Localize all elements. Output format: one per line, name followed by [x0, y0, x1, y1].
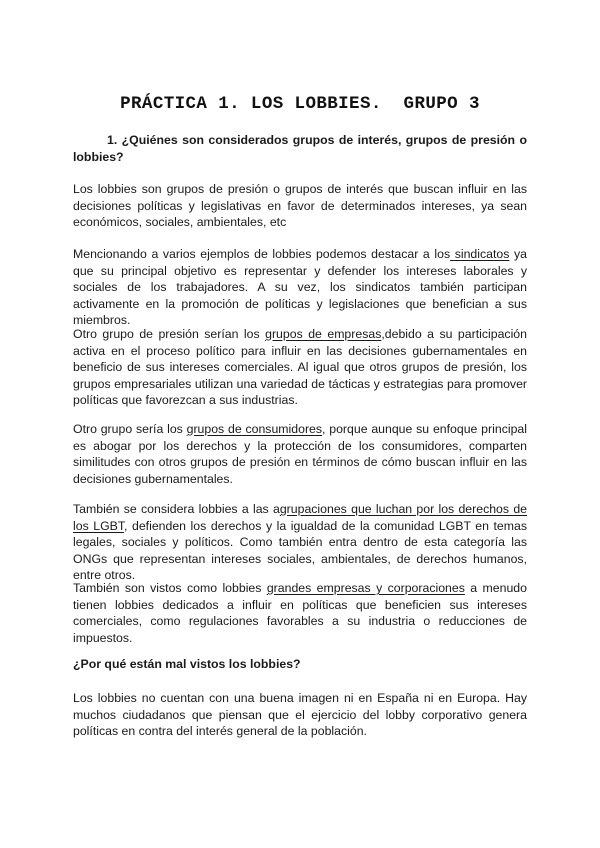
paragraph-mala-imagen: Los lobbies no cuentan con una buena imagen ni en España ni en Europa. Hay muchos ciudadanos que piensan que el ejercicio del lobby corporativo genera políticas en contra del interés general de la población. — [73, 691, 527, 739]
underlined-term-lgbt: grupaciones que luchan por los derechos de los LGBT — [73, 502, 527, 533]
page-title: PRÁCTICA 1. LOS LOBBIES. GRUPO 3 — [120, 94, 480, 114]
underlined-term-sindicatos: sindicatos — [450, 247, 510, 261]
paragraph-text: , defienden los derechos y la igualdad de la comunidad LGBT en temas legales, sociales y políticos. Como también entra dentro de esta categoría las ONGs que representan intereses sociales, ambientales, de derechos humanos, entre otros. — [73, 518, 527, 583]
paragraph-text: Otro grupo de presión serían los — [73, 327, 266, 341]
underlined-term-corporaciones: grandes empresas y corporaciones — [266, 581, 465, 595]
paragraph-text: También se considera lobbies a las a — [73, 502, 280, 516]
paragraph-text: Mencionando a varios ejemplos de lobbies podemos destacar a los — [73, 247, 451, 261]
underlined-term-empresas: grupos de empresas — [265, 327, 382, 341]
paragraph-text: ,debido a su participación activa en el proceso político para influir en las decisiones gubernamentales en beneficio de sus intereses comerciales. Al igual que otros grupos de presión, los grupos empresariales utilizan una variedad de tácticas y estrategias para promover políticas que favorezcan a sus industrias. — [73, 327, 527, 408]
paragraph-empresas — [73, 326, 527, 409]
question-1-heading: 1. ¿Quiénes son considerados grupos de interés, grupos de presión o lobbies? — [73, 133, 527, 164]
paragraph-text: ya que su principal objetivo es representar y defender los intereses laborales y sociales de los trabajadores. A su vez, los sindicatos también participan activamente en la promoción de políticas y legislaciones que benefician a sus miembros. — [73, 247, 527, 328]
paragraph-lgbt — [73, 501, 527, 584]
paragraph-text: , porque aunque su enfoque principal es abogar por los derechos y la protección de los consumidores, comparten similitudes con otros grupos de presión en términos de cómo buscan influir en las decisiones gubernamentales. — [73, 422, 527, 486]
paragraph-consumidores — [73, 421, 527, 487]
question-2-heading: ¿Por qué están mal vistos los lobbies? — [73, 657, 301, 671]
paragraph-text: Otro grupo sería los — [73, 422, 187, 436]
paragraph-corporaciones — [73, 580, 527, 646]
paragraph-text: También son vistos como lobbies — [73, 581, 267, 595]
paragraph-sindicatos — [73, 246, 527, 329]
paragraph-definition: Los lobbies son grupos de presión o grupos de interés que buscan influir en las decisiones políticas y legislativas en favor de determinados intereses, ya sean económicos, sociales, ambientales, etc — [73, 182, 527, 230]
underlined-term-consumidores: grupos de consumidores — [186, 422, 323, 436]
paragraph-text: a menudo tienen lobbies dedicados a influir en políticas que beneficien sus intereses comerciales, como regulaciones favorables a su industria o reducciones de impuestos. — [73, 581, 527, 645]
